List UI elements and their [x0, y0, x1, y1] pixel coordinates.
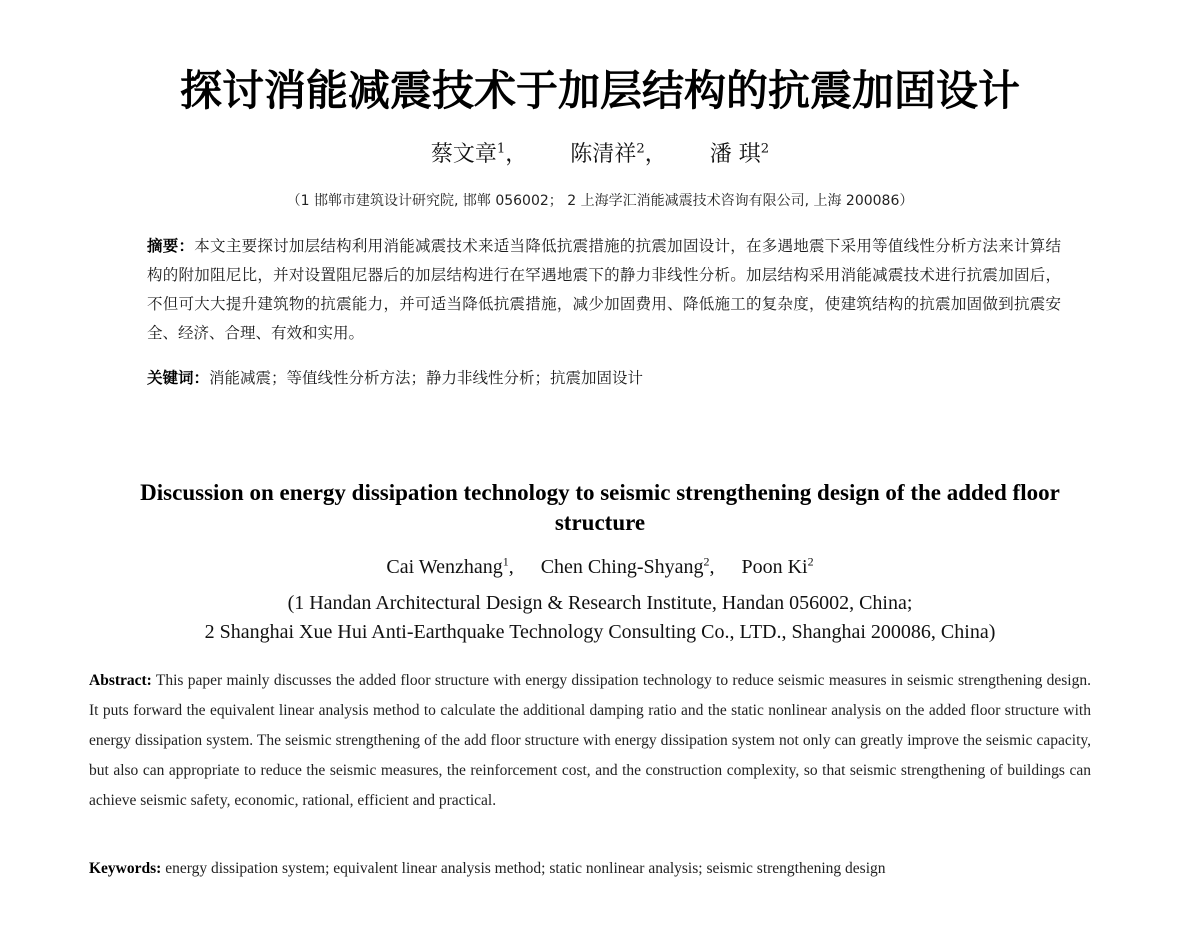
english-author: Chen Ching-Shyang$^2$, [540, 554, 715, 578]
chinese-author: 陈清祥$^2$， [570, 141, 667, 167]
english-title: Discussion on energy dissipation technology to seismic strengthening design of the added floor structure [140, 480, 1060, 535]
chinese-abstract [147, 232, 1061, 348]
chinese-authors [0, 137, 1200, 168]
english-abstract-label: Abstract: [89, 672, 152, 689]
english-authors [0, 556, 1200, 579]
chinese-title: 探讨消能减震技术于加层结构的抗震加固设计 [179, 66, 1020, 115]
english-keywords-label: Keywords: [89, 860, 162, 877]
english-author: Poon Ki$^2$ [741, 554, 814, 578]
english-affiliation-line: (1 Handan Architectural Design & Research Institute, Handan 056002, China; [287, 592, 913, 614]
english-abstract [89, 666, 1091, 816]
chinese-affiliation: （1 邯郸市建筑设计研究院, 邯郸 056002； 2 上海学汇消能减震技术咨询有限公司, 上海 200086） [286, 193, 914, 209]
chinese-keywords [147, 366, 1061, 388]
chinese-abstract-label: 摘要： [147, 237, 195, 255]
english-affiliation-line: 2 Shanghai Xue Hui Anti-Earthquake Technology Consulting Co., LTD., Shanghai 200086, China) [204, 621, 996, 643]
english-keywords-text: energy dissipation system; equivalent linear analysis method; static nonlinear analysis; seismic strengthening design [165, 860, 886, 877]
english-abstract-text: This paper mainly discusses the added floor structure with energy dissipation technology to reduce seismic measures in seismic strengthening design. It puts forward the equivalent linear analysis method to calculate the additional damping ratio and the static nonlinear analysis on the added floor structure with energy dissipation system. The seismic strengthening of the add floor structure with energy dissipation system not only can greatly improve the seismic capacity, but also can appropriate to reduce the seismic measures, the reinforcement cost, and the construction complexity, so that seismic strengthening of buildings can achieve seismic safety, economic, rational, efficient and practical. [89, 672, 1091, 809]
english-affiliation [0, 589, 1200, 647]
chinese-author: 蔡文章$^1$， [430, 141, 528, 167]
chinese-author: 潘 琪$^2$ [709, 141, 770, 167]
chinese-abstract-text: 本文主要探讨加层结构利用消能减震技术来适当降低抗震措施的抗震加固设计，在多遇地震下采用等值线性分析方法来计算结构的附加阻尼比，并对设置阻尼器后的加层结构进行在罕遇地震下的静力非线性分析。加层结构采用消能减震技术进行抗震加固后，不但可大大提升建筑物的抗震能力，并可适当降低抗震措施，减少加固费用、降低施工的复杂度，使建筑结构的抗震加固做到抗震安全、经济、合理、有效和实用。 [147, 237, 1061, 342]
chinese-keywords-label: 关键词： [147, 369, 210, 387]
english-keywords [89, 860, 1091, 878]
chinese-keywords-text: 消能减震；等值线性分析方法；静力非线性分析；抗震加固设计 [209, 369, 644, 387]
english-author: Cai Wenzhang$^1$, [386, 554, 514, 578]
